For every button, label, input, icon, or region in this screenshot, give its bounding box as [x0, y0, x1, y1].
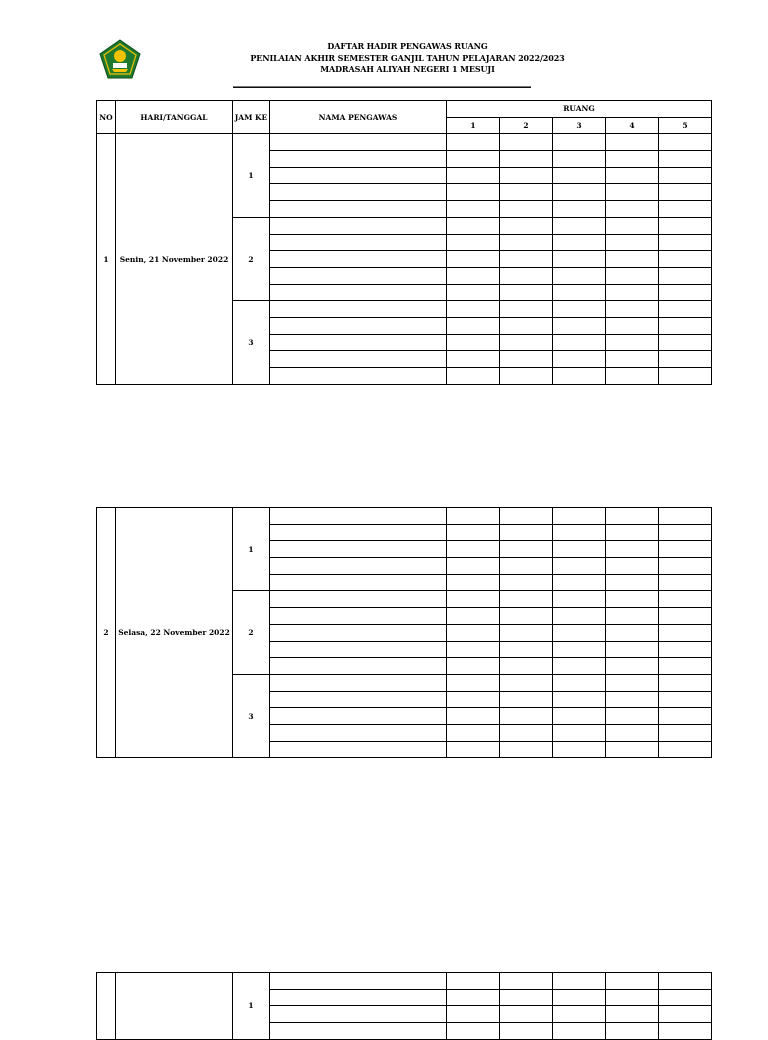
header-subtitle: PENILAIAN AKHIR SEMESTER GANJIL TAHUN PELAJARAN 2022/2023 — [250, 52, 565, 63]
supervisor-name-cell[interactable] — [270, 234, 447, 251]
room-3-signature-cell[interactable] — [553, 591, 606, 608]
room-3-signature-cell[interactable] — [553, 351, 606, 368]
room-3-signature-cell[interactable] — [553, 691, 606, 708]
room-5-signature-cell[interactable] — [659, 334, 712, 351]
room-3-signature-cell[interactable] — [553, 574, 606, 591]
room-5-signature-cell[interactable] — [659, 234, 712, 251]
room-2-signature-cell[interactable] — [500, 658, 553, 675]
room-1-signature-cell[interactable] — [447, 973, 500, 990]
room-3-signature-cell[interactable] — [553, 708, 606, 725]
room-2-signature-cell[interactable] — [500, 591, 553, 608]
supervisor-name-cell[interactable] — [270, 267, 447, 284]
room-1-signature-cell[interactable] — [447, 741, 500, 758]
room-5-signature-cell[interactable] — [659, 674, 712, 691]
room-5-signature-cell[interactable] — [659, 708, 712, 725]
room-2-signature-cell[interactable] — [500, 724, 553, 741]
supervisor-name-cell[interactable] — [270, 558, 447, 575]
col-header-jam: JAM KE — [233, 101, 270, 134]
room-2-signature-cell[interactable] — [500, 301, 553, 318]
supervisor-name-cell[interactable] — [270, 167, 447, 184]
room-5-signature-cell[interactable] — [659, 251, 712, 268]
col-header-room-1: 1 — [447, 117, 500, 134]
room-2-signature-cell[interactable] — [500, 317, 553, 334]
day-number: 1 — [97, 134, 116, 384]
day-date — [116, 973, 233, 1040]
room-1-signature-cell[interactable] — [447, 234, 500, 251]
session-number: 2 — [233, 217, 270, 300]
room-5-signature-cell[interactable] — [659, 351, 712, 368]
room-1-signature-cell[interactable] — [447, 674, 500, 691]
supervisor-name-cell[interactable] — [270, 741, 447, 758]
room-3-signature-cell[interactable] — [553, 724, 606, 741]
room-5-signature-cell[interactable] — [659, 508, 712, 525]
room-4-signature-cell[interactable] — [606, 151, 659, 168]
col-header-room-5: 5 — [659, 117, 712, 134]
room-2-signature-cell[interactable] — [500, 624, 553, 641]
table-row — [97, 508, 712, 525]
day-date: Selasa, 22 November 2022 — [116, 508, 233, 758]
room-2-signature-cell[interactable] — [500, 368, 553, 385]
room-4-signature-cell[interactable] — [606, 591, 659, 608]
room-4-signature-cell[interactable] — [606, 301, 659, 318]
room-3-signature-cell[interactable] — [553, 641, 606, 658]
room-3-signature-cell[interactable] — [553, 541, 606, 558]
room-4-signature-cell[interactable] — [606, 973, 659, 990]
room-5-signature-cell[interactable] — [659, 151, 712, 168]
supervisor-name-cell[interactable] — [270, 251, 447, 268]
room-1-signature-cell[interactable] — [447, 284, 500, 301]
room-3-signature-cell[interactable] — [553, 524, 606, 541]
room-2-signature-cell[interactable] — [500, 1006, 553, 1023]
room-1-signature-cell[interactable] — [447, 334, 500, 351]
room-5-signature-cell[interactable] — [659, 691, 712, 708]
room-1-signature-cell[interactable] — [447, 301, 500, 318]
room-3-signature-cell[interactable] — [553, 368, 606, 385]
room-1-signature-cell[interactable] — [447, 989, 500, 1006]
supervisor-name-cell[interactable] — [270, 574, 447, 591]
session-number: 1 — [233, 973, 270, 1040]
room-5-signature-cell[interactable] — [659, 624, 712, 641]
session-number: 2 — [233, 591, 270, 674]
col-header-room-3: 3 — [553, 117, 606, 134]
session-number: 1 — [233, 134, 270, 217]
room-4-signature-cell[interactable] — [606, 741, 659, 758]
room-1-signature-cell[interactable] — [447, 251, 500, 268]
supervisor-name-cell[interactable] — [270, 691, 447, 708]
room-2-signature-cell[interactable] — [500, 558, 553, 575]
room-5-signature-cell[interactable] — [659, 368, 712, 385]
attendance-table-day-2 — [96, 507, 712, 758]
room-4-signature-cell[interactable] — [606, 541, 659, 558]
room-2-signature-cell[interactable] — [500, 234, 553, 251]
room-2-signature-cell[interactable] — [500, 989, 553, 1006]
room-2-signature-cell[interactable] — [500, 217, 553, 234]
supervisor-name-cell[interactable] — [270, 284, 447, 301]
room-3-signature-cell[interactable] — [553, 251, 606, 268]
room-3-signature-cell[interactable] — [553, 234, 606, 251]
room-3-signature-cell[interactable] — [553, 741, 606, 758]
room-2-signature-cell[interactable] — [500, 1023, 553, 1040]
day-number — [97, 973, 116, 1040]
supervisor-name-cell[interactable] — [270, 134, 447, 151]
room-2-signature-cell[interactable] — [500, 167, 553, 184]
room-4-signature-cell[interactable] — [606, 608, 659, 625]
col-header-room-4: 4 — [606, 117, 659, 134]
col-header-room-2: 2 — [500, 117, 553, 134]
room-2-signature-cell[interactable] — [500, 267, 553, 284]
room-3-signature-cell[interactable] — [553, 624, 606, 641]
room-5-signature-cell[interactable] — [659, 641, 712, 658]
room-5-signature-cell[interactable] — [659, 741, 712, 758]
day-date: Senin, 21 November 2022 — [116, 134, 233, 384]
room-5-signature-cell[interactable] — [659, 134, 712, 151]
room-4-signature-cell[interactable] — [606, 217, 659, 234]
room-5-signature-cell[interactable] — [659, 201, 712, 218]
session-number: 3 — [233, 301, 270, 384]
room-4-signature-cell[interactable] — [606, 658, 659, 675]
room-1-signature-cell[interactable] — [447, 574, 500, 591]
supervisor-name-cell[interactable] — [270, 591, 447, 608]
room-1-signature-cell[interactable] — [447, 1006, 500, 1023]
room-4-signature-cell[interactable] — [606, 989, 659, 1006]
supervisor-name-cell[interactable] — [270, 217, 447, 234]
room-5-signature-cell[interactable] — [659, 724, 712, 741]
room-5-signature-cell[interactable] — [659, 658, 712, 675]
room-4-signature-cell[interactable] — [606, 284, 659, 301]
supervisor-name-cell[interactable] — [270, 317, 447, 334]
room-4-signature-cell[interactable] — [606, 351, 659, 368]
room-2-signature-cell[interactable] — [500, 508, 553, 525]
room-2-signature-cell[interactable] — [500, 134, 553, 151]
kemenag-emblem-icon — [99, 39, 141, 79]
room-3-signature-cell[interactable] — [553, 201, 606, 218]
supervisor-name-cell[interactable] — [270, 368, 447, 385]
room-2-signature-cell[interactable] — [500, 541, 553, 558]
supervisor-name-cell[interactable] — [270, 1006, 447, 1023]
supervisor-name-cell[interactable] — [270, 674, 447, 691]
room-4-signature-cell[interactable] — [606, 368, 659, 385]
room-3-signature-cell[interactable] — [553, 151, 606, 168]
room-2-signature-cell[interactable] — [500, 284, 553, 301]
room-2-signature-cell[interactable] — [500, 674, 553, 691]
room-5-signature-cell[interactable] — [659, 167, 712, 184]
table-row — [97, 973, 712, 990]
room-3-signature-cell[interactable] — [553, 608, 606, 625]
supervisor-name-cell[interactable] — [270, 708, 447, 725]
room-1-signature-cell[interactable] — [447, 317, 500, 334]
room-3-signature-cell[interactable] — [553, 558, 606, 575]
document-header — [230, 41, 585, 76]
room-5-signature-cell[interactable] — [659, 524, 712, 541]
col-header-name: NAMA PENGAWAS — [270, 101, 447, 134]
room-4-signature-cell[interactable] — [606, 524, 659, 541]
room-4-signature-cell[interactable] — [606, 334, 659, 351]
room-5-signature-cell[interactable] — [659, 973, 712, 990]
room-1-signature-cell[interactable] — [447, 151, 500, 168]
supervisor-name-cell[interactable] — [270, 973, 447, 990]
room-1-signature-cell[interactable] — [447, 608, 500, 625]
room-2-signature-cell[interactable] — [500, 251, 553, 268]
room-4-signature-cell[interactable] — [606, 708, 659, 725]
room-3-signature-cell[interactable] — [553, 1023, 606, 1040]
supervisor-name-cell[interactable] — [270, 724, 447, 741]
room-5-signature-cell[interactable] — [659, 1023, 712, 1040]
room-1-signature-cell[interactable] — [447, 624, 500, 641]
room-4-signature-cell[interactable] — [606, 1023, 659, 1040]
supervisor-name-cell[interactable] — [270, 541, 447, 558]
supervisor-name-cell[interactable] — [270, 201, 447, 218]
room-1-signature-cell[interactable] — [447, 708, 500, 725]
supervisor-name-cell[interactable] — [270, 658, 447, 675]
room-2-signature-cell[interactable] — [500, 151, 553, 168]
header-divider — [233, 86, 531, 88]
room-4-signature-cell[interactable] — [606, 267, 659, 284]
room-5-signature-cell[interactable] — [659, 217, 712, 234]
room-2-signature-cell[interactable] — [500, 184, 553, 201]
room-5-signature-cell[interactable] — [659, 574, 712, 591]
room-5-signature-cell[interactable] — [659, 1006, 712, 1023]
supervisor-name-cell[interactable] — [270, 641, 447, 658]
room-2-signature-cell[interactable] — [500, 351, 553, 368]
session-number: 3 — [233, 674, 270, 757]
room-2-signature-cell[interactable] — [500, 334, 553, 351]
supervisor-name-cell[interactable] — [270, 624, 447, 641]
supervisor-name-cell[interactable] — [270, 524, 447, 541]
room-2-signature-cell[interactable] — [500, 973, 553, 990]
room-4-signature-cell[interactable] — [606, 574, 659, 591]
room-4-signature-cell[interactable] — [606, 558, 659, 575]
room-2-signature-cell[interactable] — [500, 201, 553, 218]
room-3-signature-cell[interactable] — [553, 167, 606, 184]
room-1-signature-cell[interactable] — [447, 658, 500, 675]
day-number: 2 — [97, 508, 116, 758]
room-4-signature-cell[interactable] — [606, 317, 659, 334]
room-3-signature-cell[interactable] — [553, 1006, 606, 1023]
room-1-signature-cell[interactable] — [447, 167, 500, 184]
session-number: 1 — [233, 508, 270, 591]
room-1-signature-cell[interactable] — [447, 524, 500, 541]
supervisor-name-cell[interactable] — [270, 608, 447, 625]
header-title: DAFTAR HADIR PENGAWAS RUANG — [327, 41, 488, 51]
room-3-signature-cell[interactable] — [553, 973, 606, 990]
supervisor-name-cell[interactable] — [270, 334, 447, 351]
room-5-signature-cell[interactable] — [659, 541, 712, 558]
room-4-signature-cell[interactable] — [606, 641, 659, 658]
supervisor-name-cell[interactable] — [270, 989, 447, 1006]
room-3-signature-cell[interactable] — [553, 674, 606, 691]
room-4-signature-cell[interactable] — [606, 234, 659, 251]
supervisor-name-cell[interactable] — [270, 301, 447, 318]
room-1-signature-cell[interactable] — [447, 1023, 500, 1040]
room-2-signature-cell[interactable] — [500, 691, 553, 708]
room-1-signature-cell[interactable] — [447, 691, 500, 708]
room-3-signature-cell[interactable] — [553, 284, 606, 301]
col-header-no: NO — [97, 101, 116, 134]
room-1-signature-cell[interactable] — [447, 134, 500, 151]
room-4-signature-cell[interactable] — [606, 724, 659, 741]
room-5-signature-cell[interactable] — [659, 558, 712, 575]
room-3-signature-cell[interactable] — [553, 508, 606, 525]
room-1-signature-cell[interactable] — [447, 508, 500, 525]
room-1-signature-cell[interactable] — [447, 267, 500, 284]
room-1-signature-cell[interactable] — [447, 558, 500, 575]
room-3-signature-cell[interactable] — [553, 658, 606, 675]
attendance-table-day-3 — [96, 972, 712, 1040]
room-1-signature-cell[interactable] — [447, 641, 500, 658]
room-3-signature-cell[interactable] — [553, 184, 606, 201]
room-4-signature-cell[interactable] — [606, 251, 659, 268]
table-row — [97, 134, 712, 151]
room-2-signature-cell[interactable] — [500, 608, 553, 625]
supervisor-name-cell[interactable] — [270, 1023, 447, 1040]
room-1-signature-cell[interactable] — [447, 368, 500, 385]
room-1-signature-cell[interactable] — [447, 591, 500, 608]
room-1-signature-cell[interactable] — [447, 184, 500, 201]
room-3-signature-cell[interactable] — [553, 317, 606, 334]
room-4-signature-cell[interactable] — [606, 691, 659, 708]
room-3-signature-cell[interactable] — [553, 301, 606, 318]
room-5-signature-cell[interactable] — [659, 184, 712, 201]
room-4-signature-cell[interactable] — [606, 184, 659, 201]
room-4-signature-cell[interactable] — [606, 1006, 659, 1023]
header-school: MADRASAH ALIYAH NEGERI 1 MESUJI — [320, 64, 495, 74]
room-4-signature-cell[interactable] — [606, 134, 659, 151]
supervisor-name-cell[interactable] — [270, 151, 447, 168]
col-header-day: HARI/TANGGAL — [116, 101, 233, 134]
room-4-signature-cell[interactable] — [606, 508, 659, 525]
room-4-signature-cell[interactable] — [606, 674, 659, 691]
supervisor-name-cell[interactable] — [270, 184, 447, 201]
room-1-signature-cell[interactable] — [447, 541, 500, 558]
room-5-signature-cell[interactable] — [659, 284, 712, 301]
supervisor-name-cell[interactable] — [270, 508, 447, 525]
room-1-signature-cell[interactable] — [447, 351, 500, 368]
room-5-signature-cell[interactable] — [659, 591, 712, 608]
room-5-signature-cell[interactable] — [659, 301, 712, 318]
supervisor-name-cell[interactable] — [270, 351, 447, 368]
room-3-signature-cell[interactable] — [553, 267, 606, 284]
room-1-signature-cell[interactable] — [447, 201, 500, 218]
room-2-signature-cell[interactable] — [500, 741, 553, 758]
col-header-ruang: RUANG — [447, 101, 712, 118]
room-1-signature-cell[interactable] — [447, 724, 500, 741]
room-4-signature-cell[interactable] — [606, 624, 659, 641]
room-3-signature-cell[interactable] — [553, 134, 606, 151]
room-2-signature-cell[interactable] — [500, 708, 553, 725]
room-1-signature-cell[interactable] — [447, 217, 500, 234]
room-4-signature-cell[interactable] — [606, 167, 659, 184]
room-2-signature-cell[interactable] — [500, 641, 553, 658]
room-5-signature-cell[interactable] — [659, 989, 712, 1006]
room-3-signature-cell[interactable] — [553, 989, 606, 1006]
attendance-table-day-1 — [96, 100, 712, 385]
room-3-signature-cell[interactable] — [553, 334, 606, 351]
room-2-signature-cell[interactable] — [500, 524, 553, 541]
room-5-signature-cell[interactable] — [659, 608, 712, 625]
room-5-signature-cell[interactable] — [659, 267, 712, 284]
room-3-signature-cell[interactable] — [553, 217, 606, 234]
room-2-signature-cell[interactable] — [500, 574, 553, 591]
room-4-signature-cell[interactable] — [606, 201, 659, 218]
room-5-signature-cell[interactable] — [659, 317, 712, 334]
